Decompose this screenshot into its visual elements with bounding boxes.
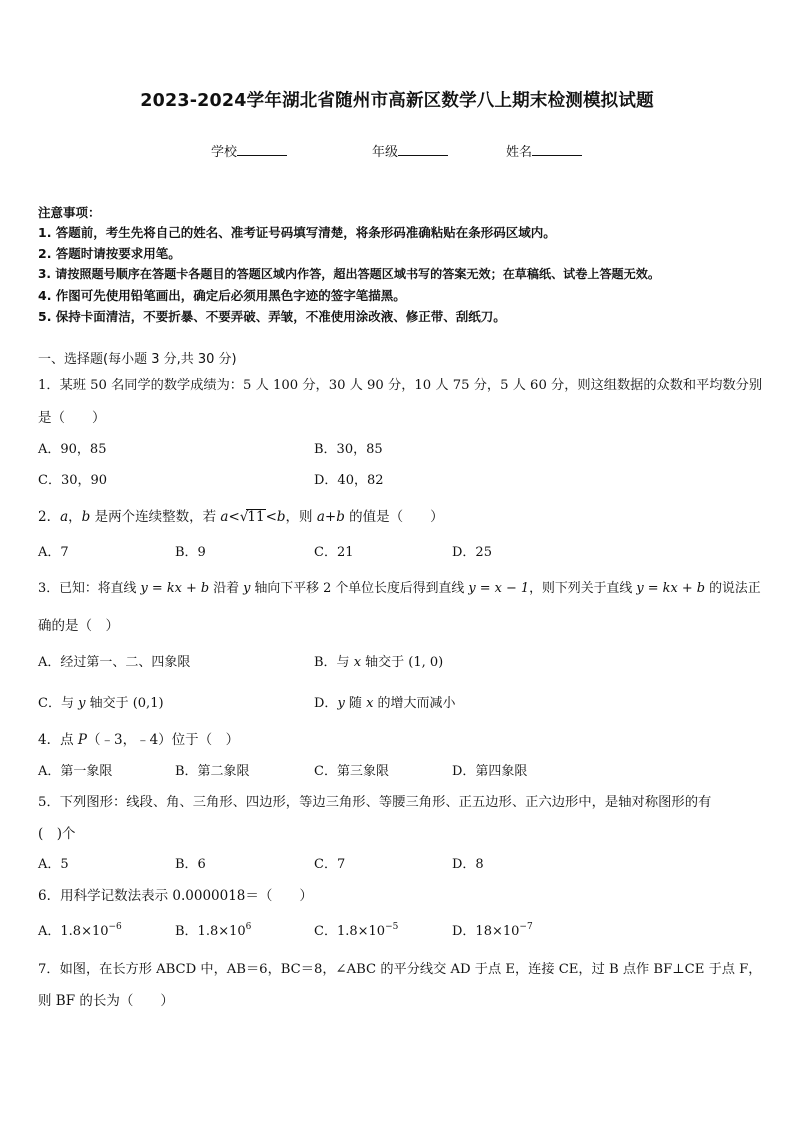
q3-option-b-text: 轴交于 (1, 0) xyxy=(361,655,444,670)
q2-var-b: b xyxy=(81,509,91,525)
q3-option-d xyxy=(314,692,456,711)
q3-option-b-text: B．与 xyxy=(314,655,354,670)
school-field xyxy=(211,141,287,160)
q6-option-b xyxy=(175,920,251,939)
q1-option-b: B．30，85 xyxy=(314,442,383,457)
question-7-line1: 7．如图，在长方形 ABCD 中，AB＝6，BC＝8，∠ABC 的平分线交 AD 于点 E，连接 CE，过 B 点作 BF⊥CE 于点 F， xyxy=(38,962,762,977)
q2-text: 2． xyxy=(38,509,61,525)
q6-option-c-base: C．1.8×10 xyxy=(314,924,386,939)
q3-option-d-text: D． xyxy=(314,696,338,711)
school-label: 学校 xyxy=(211,145,238,160)
q3-var-y: y xyxy=(337,696,345,711)
grade-blank xyxy=(398,142,448,156)
q3-var-x: x xyxy=(366,696,374,711)
exam-title: 2023-2024学年湖北省随州市高新区数学八上期末检测模拟试题 xyxy=(140,91,654,111)
q3-option-a: A．经过第一、二、四象限 xyxy=(38,655,191,670)
question-4 xyxy=(38,728,239,748)
q4-text: 4．点 xyxy=(38,732,78,748)
q2-var-a: a xyxy=(60,509,69,525)
q1-option-c: C．30，90 xyxy=(38,473,108,488)
q2-text: 是两个连续整数，若 xyxy=(90,509,221,525)
q2-text: ， xyxy=(68,509,82,525)
q6-option-a xyxy=(38,920,122,939)
note-item: 2. 答题时请按要求用笔。 xyxy=(38,246,181,261)
q3-text: ，则下列关于直线 xyxy=(529,581,637,596)
note-item: 4. 作图可先使用铅笔画出，确定后必须用黑色字迹的签字笔描黑。 xyxy=(38,288,406,303)
name-field xyxy=(506,141,582,160)
question-3-line2: 确的是（ ） xyxy=(38,618,119,634)
q6-option-d xyxy=(452,920,533,939)
question-1-line2: 是（ ） xyxy=(38,410,106,426)
grade-label: 年级 xyxy=(372,145,399,160)
q1-option-d: D．40，82 xyxy=(314,473,384,488)
q5-option-a: A．5 xyxy=(38,857,69,872)
q3-option-b xyxy=(314,651,443,670)
q1-option-a: A．90，85 xyxy=(38,442,107,457)
question-5-line2: ( )个 xyxy=(38,826,76,842)
q6-option-a-exponent: −6 xyxy=(108,922,122,932)
q3-var-y: y xyxy=(243,581,251,596)
q4-option-b: B．第二象限 xyxy=(175,764,250,779)
note-item: 5. 保持卡面清洁，不要折暴、不要弄破、弄皱，不准使用涂改液、修正带、刮纸刀。 xyxy=(38,309,506,324)
q2-var-a: a xyxy=(220,509,229,525)
q3-text: 轴向下平移 2 个单位长度后得到直线 xyxy=(250,581,469,596)
q2-option-b: B．9 xyxy=(175,545,206,560)
q3-option-c-text: 轴交于 (0,1) xyxy=(85,696,164,711)
q3-equation: y = x − 1 xyxy=(468,581,530,596)
q6-option-b-base: B．1.8×10 xyxy=(175,924,246,939)
q2-less-than: < xyxy=(265,509,277,525)
q6-option-d-base: D．18×10 xyxy=(452,924,520,939)
q3-option-d-text: 的增大而减小 xyxy=(373,696,456,711)
q6-option-a-base: A．1.8×10 xyxy=(38,924,109,939)
q3-var-x: x xyxy=(353,655,362,670)
school-blank xyxy=(237,142,287,156)
q6-option-d-exponent: −7 xyxy=(519,922,533,932)
q2-sum: a+b xyxy=(316,509,345,525)
name-label: 姓名 xyxy=(506,145,533,160)
q4-text: （﹣3，﹣4）位于（ ） xyxy=(86,732,240,748)
grade-field xyxy=(372,141,448,160)
q3-option-c xyxy=(38,692,164,711)
q4-option-a: A．第一象限 xyxy=(38,764,113,779)
q2-option-d: D．25 xyxy=(452,545,492,560)
q4-option-c: C．第三象限 xyxy=(314,764,389,779)
q3-option-d-text: 随 xyxy=(344,696,367,711)
q3-var-y: y xyxy=(78,696,86,711)
name-blank xyxy=(532,142,582,156)
q6-option-c xyxy=(314,920,398,939)
q2-text: ，则 xyxy=(285,509,317,525)
q2-text: 的值是（ ） xyxy=(344,509,444,525)
q3-text: 的说法正 xyxy=(704,581,761,596)
q3-text: 沿着 xyxy=(209,581,244,596)
question-7-line2: 则 BF 的长为（ ） xyxy=(38,993,174,1009)
q2-less-than: < xyxy=(228,509,240,525)
q6-option-b-exponent: 6 xyxy=(245,922,252,932)
q2-var-b: b xyxy=(276,509,286,525)
q3-option-c-text: C．与 xyxy=(38,696,79,711)
q3-equation: y = kx + b xyxy=(140,581,210,596)
q5-option-d: D．8 xyxy=(452,857,484,872)
note-item: 3. 请按照题号顺序在答题卡各题目的答题区域内作答，超出答题区域书写的答案无效；在草稿纸、试卷上答题无效。 xyxy=(38,267,660,281)
q4-point-p: P xyxy=(77,732,87,748)
q3-equation: y = kx + b xyxy=(636,581,705,596)
notes-heading: 注意事项： xyxy=(38,205,101,220)
q5-option-b: B．6 xyxy=(175,857,206,872)
q5-option-c: C．7 xyxy=(314,857,346,872)
section-heading: 一、选择题(每小题 3 分,共 30 分) xyxy=(38,352,237,367)
question-3-line1 xyxy=(38,577,761,596)
q2-sqrt-radicand: 11 xyxy=(247,509,265,525)
question-6: 6．用科学记数法表示 0.0000018＝（ ） xyxy=(38,888,313,904)
q4-option-d: D．第四象限 xyxy=(452,764,528,779)
q3-text: 3．已知：将直线 xyxy=(38,581,141,596)
question-2: 2．a，b 是两个连续整数，若 a<√11<b，则 a+b 的值是（ ） xyxy=(38,509,444,525)
note-item: 1. 答题前，考生先将自己的姓名、准考证号码填写清楚，将条形码准确粘贴在条形码区域内。 xyxy=(38,225,556,240)
question-5-line1: 5．下列图形：线段、角、三角形、四边形，等边三角形、等腰三角形、正五边形、正六边形中，是轴对称图形的有 xyxy=(38,795,712,810)
question-1-line1: 1．某班 50 名同学的数学成绩为：5 人 100 分，30 人 90 分，10 人 75 分，5 人 60 分，则这组数据的众数和平均数分别 xyxy=(38,378,763,393)
q6-option-c-exponent: −5 xyxy=(385,922,399,932)
q2-option-c: C．21 xyxy=(314,545,354,560)
q2-option-a: A．7 xyxy=(38,545,69,560)
